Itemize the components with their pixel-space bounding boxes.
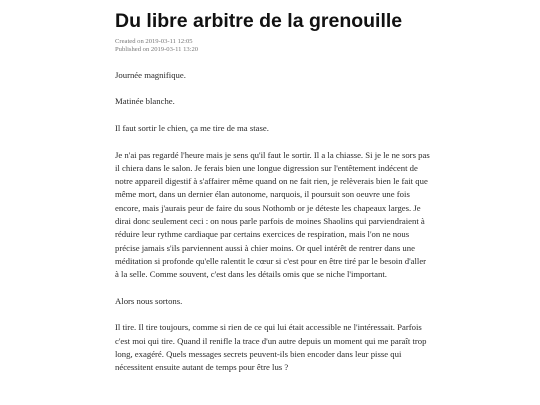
paragraph: Il tire. Il tire toujours, comme si rien de ce qui lui était accessible ne l'intéressait. Parfois c'est moi qui tire. Quand il renifle la trace d'un autre depuis un moment qui me paraît trop long, exagéré. Quels messages secrets peuvent-ils bien encoder dans leur pisse qui nécessitent ensuite autant de temps pour être lus ? [115, 322, 427, 373]
paragraph: Journée magnifique. [115, 69, 186, 80]
paragraph: Il faut sortir le chien, ça me tire de ma stase. [115, 123, 269, 133]
article-body [115, 69, 430, 375]
published-date: Published on 2019-03-11 13:20 [115, 46, 199, 54]
created-date: Created on 2019-03-11 12:05 [115, 38, 193, 45]
paragraph: Je n'ai pas regardé l'heure mais je sens qu'il faut le sortir. Il a la chiasse. Si je le ne sors pas il chiera dans le salon. Je ferais bien une longue digression sur l'entêtement indécent de notre appareil digestif à s'affairer même quand on ne fait rien, je relèverais bien le fait que même mort, dans un dernier élan autonome, narquois, il poursuit son oeuvre une fois encore, mais j'aurais peur de faire du sous Nothomb or je déteste les chapeaux larges. Je dirai donc seulement ceci : on nous parle parfois de moines Shaolins qui parviendraient à réduire leur rythme cardiaque par certains exercices de respiration, mais l'on ne nous précise jamais s'ils parviennent aussi à chier moins. Or quel intérêt de rentrer dans une méditation si profonde qu'elle ralentit le cœur si c'est pour en être tiré par le besoin d'aller à la selle. Comme souvent, c'est dans les détails omis que se niche l'important. [115, 149, 430, 280]
paragraph: Alors nous sortons. [115, 295, 183, 306]
article-title: Du libre arbitre de la grenouille [115, 10, 403, 32]
article-meta [115, 38, 430, 55]
paragraph: Matinée blanche. [115, 96, 175, 107]
